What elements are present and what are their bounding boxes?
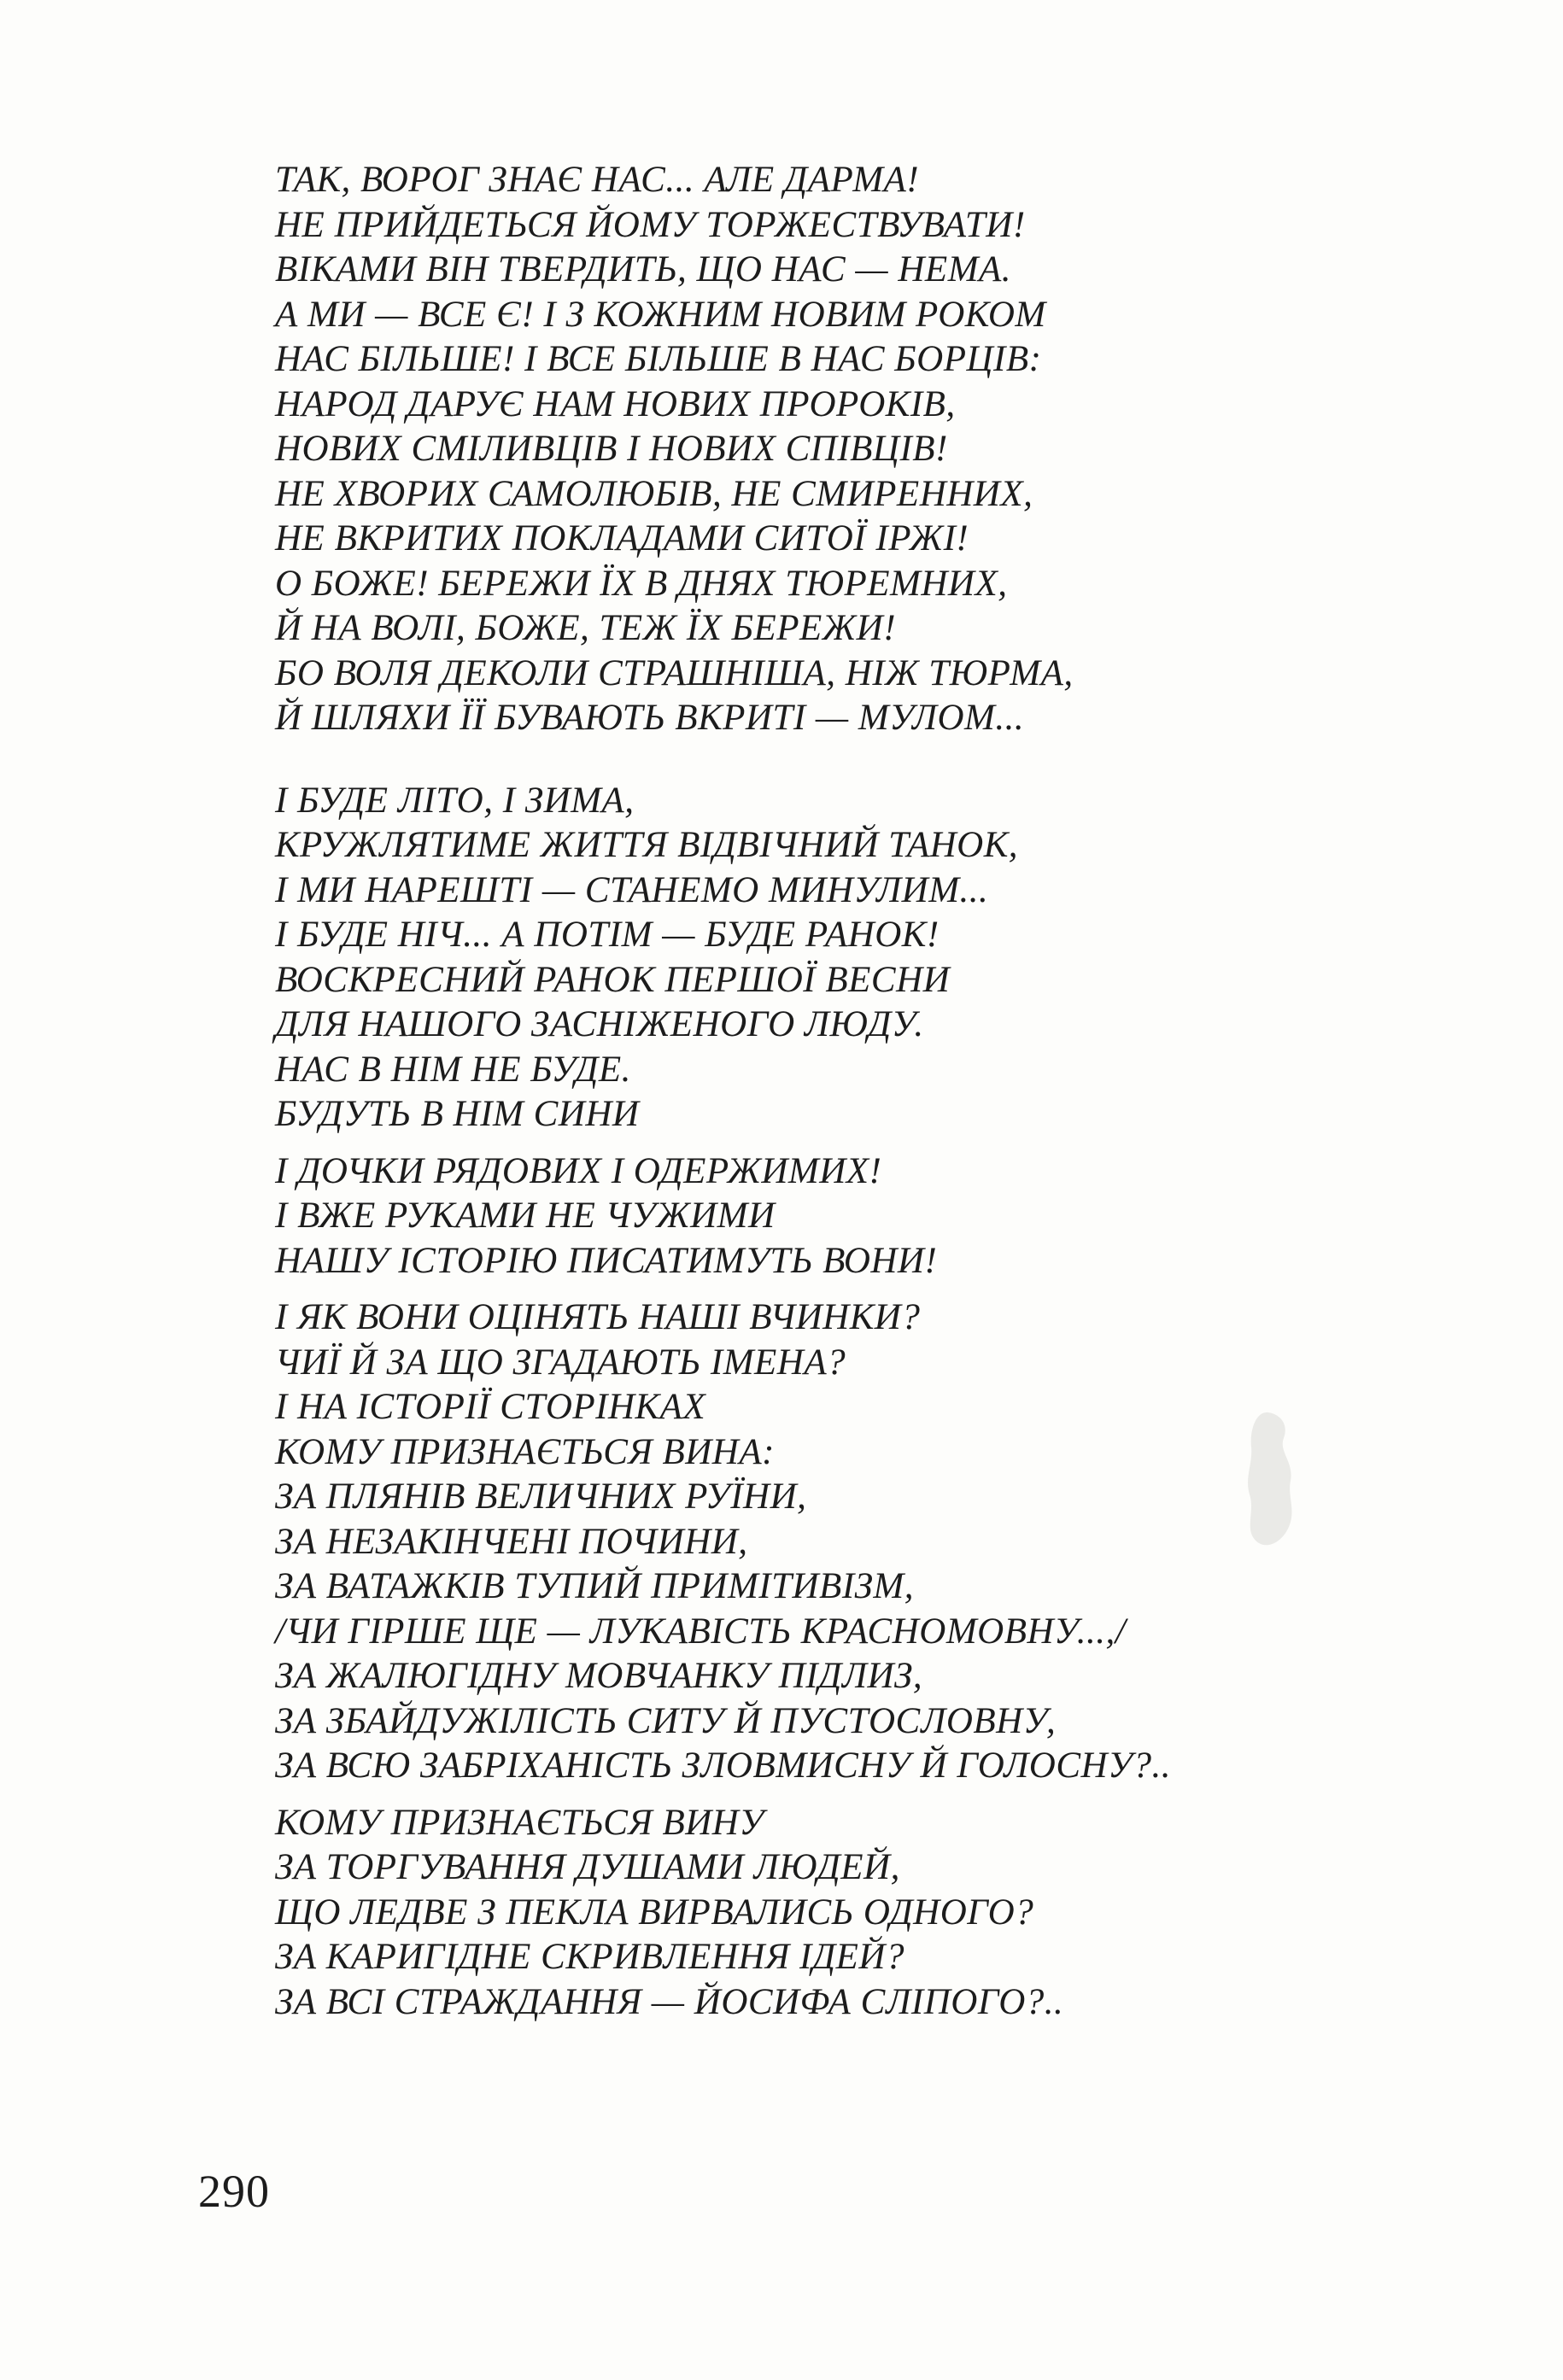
poem-line: БО ВОЛЯ ДЕКОЛИ СТРАШНІША, НІЖ ТЮРМА, xyxy=(275,652,1074,693)
poem-text xyxy=(275,158,1385,2025)
poem-line: ЧИЇ Й ЗА ЩО ЗГАДАЮТЬ ІМЕНА? xyxy=(275,1342,846,1383)
poem-line: І НА ІСТОРІЇ СТОРІНКАХ xyxy=(275,1387,706,1427)
poem-line: ЩО ЛЕДВЕ З ПЕКЛА ВИРВАЛИСЬ ОДНОГО? xyxy=(275,1892,1034,1933)
poem-line: ВОСКРЕСНИЙ РАНОК ПЕРШОЇ ВЕСНИ xyxy=(275,959,951,1000)
poem-line: НЕ ПРИЙДЕТЬСЯ ЙОМУ ТОРЖЕСТВУВАТИ! xyxy=(275,204,1026,245)
paper-blemish xyxy=(1243,1409,1302,1554)
poem-line: Й НА ВОЛІ, БОЖЕ, ТЕЖ ЇХ БЕРЕЖИ! xyxy=(275,608,897,648)
stanza-4 xyxy=(275,1295,1385,1789)
poem-line: ЗА ВСЮ ЗАБРІХАНІСТЬ ЗЛОВМИСНУ Й ГОЛОСНУ?.. xyxy=(275,1746,1172,1786)
poem-line: НАС БІЛЬШЕ! І ВСЕ БІЛЬШЕ В НАС БОРЦІВ: xyxy=(275,339,1042,379)
poem-line: КРУЖЛЯТИМЕ ЖИТТЯ ВІДВІЧНИЙ ТАНОК, xyxy=(275,825,1019,865)
poem-line: НЕ ВКРИТИХ ПОКЛАДАМИ СИТОЇ ІРЖІ! xyxy=(275,518,969,558)
poem-line: ВІКАМИ ВІН ТВЕРДИТЬ, ЩО НАС — НЕМА. xyxy=(275,249,1012,289)
poem-line: ЗА ВАТАЖКІВ ТУПИЙ ПРИМІТИВІЗМ, xyxy=(275,1566,914,1606)
poem-line: А МИ — ВСЕ Є! І З КОЖНИМ НОВИМ РОКОМ xyxy=(275,294,1046,335)
page-number: 290 xyxy=(198,2166,270,2217)
poem-line: ЗА КАРИГІДНЕ СКРИВЛЕННЯ ІДЕЙ? xyxy=(275,1937,904,1977)
poem-line: ТАК, ВОРОГ ЗНАЄ НАС... АЛЕ ДАРМА! xyxy=(275,160,920,200)
poem-line: КОМУ ПРИЗНАЄТЬСЯ ВИНА: xyxy=(275,1431,775,1472)
poem-line: НАШУ ІСТОРІЮ ПИСАТИМУТЬ ВОНИ! xyxy=(275,1240,938,1281)
poem-line: І ДОЧКИ РЯДОВИХ І ОДЕРЖИМИХ! xyxy=(275,1150,882,1191)
stanza-5 xyxy=(275,1801,1385,2026)
poem-line: ЗА ЗБАЙДУЖІЛІСТЬ СИТУ Й ПУСТОСЛОВНУ, xyxy=(275,1700,1057,1741)
poem-line: ЗА ВСІ СТРАЖДАННЯ — ЙОСИФА СЛІПОГО?.. xyxy=(275,1981,1064,2022)
poem-line: ЗА ТОРГУВАННЯ ДУШАМИ ЛЮДЕЙ, xyxy=(275,1847,900,1887)
poem-line: І ЯК ВОНИ ОЦІНЯТЬ НАШІ ВЧИНКИ? xyxy=(275,1297,921,1337)
poem-line: І БУДЕ НІЧ... А ПОТІМ — БУДЕ РАНОК! xyxy=(275,915,940,955)
poem-line: НАС В НІМ НЕ БУДЕ. xyxy=(275,1049,631,1090)
poem-line: О БОЖЕ! БЕРЕЖИ ЇХ В ДНЯХ ТЮРЕМНИХ, xyxy=(275,563,1008,604)
poem-line: ЗА ПЛЯНІВ ВЕЛИЧНИХ РУЇНИ, xyxy=(275,1477,807,1517)
poem-line: ЗА ЖАЛЮГІДНУ МОВЧАНКУ ПІДЛИЗ, xyxy=(275,1656,923,1696)
poem-line: НЕ ХВОРИХ САМОЛЮБІВ, НЕ СМИРЕННИХ, xyxy=(275,473,1033,514)
poem-line: НОВИХ СМІЛИВЦІВ І НОВИХ СПІВЦІВ! xyxy=(275,429,948,469)
poem-line: І ВЖЕ РУКАМИ НЕ ЧУЖИМИ xyxy=(275,1196,776,1236)
poem-line: БУДУТЬ В НІМ СИНИ xyxy=(275,1094,640,1134)
stanza-3 xyxy=(275,1149,1385,1284)
poem-line: І БУДЕ ЛІТО, І ЗИМА, xyxy=(275,780,635,821)
poem-line: ДЛЯ НАШОГО ЗАСНІЖЕНОГО ЛЮДУ. xyxy=(275,1004,924,1044)
poem-line: НАРОД ДАРУЄ НАМ НОВИХ ПРОРОКІВ, xyxy=(275,383,956,424)
poem-line: Й ШЛЯХИ ЇЇ БУВАЮТЬ ВКРИТІ — МУЛОМ... xyxy=(275,698,1025,738)
poem-line: КОМУ ПРИЗНАЄТЬСЯ ВИНУ xyxy=(275,1802,764,1843)
stanza-2 xyxy=(275,779,1385,1137)
poem-line: ЗА НЕЗАКІНЧЕНІ ПОЧИНИ, xyxy=(275,1521,748,1562)
poem-line: І МИ НАРЕШТІ — СТАНЕМО МИНУЛИМ... xyxy=(275,869,989,910)
stanza-1 xyxy=(275,158,1385,741)
poem-line: /ЧИ ГІРШЕ ЩЕ — ЛУКАВІСТЬ КРАСНОМОВНУ...,/ xyxy=(275,1611,1127,1652)
